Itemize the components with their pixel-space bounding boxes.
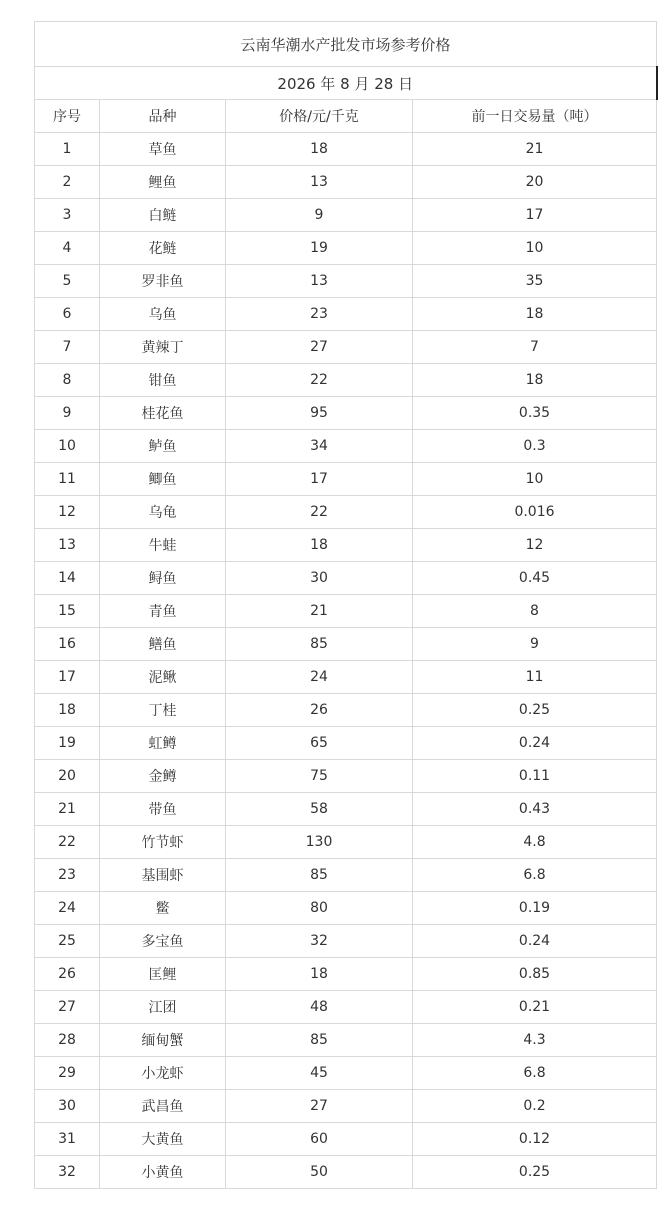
cell-price: 45 (226, 1057, 413, 1090)
cell-volume: 0.3 (413, 430, 657, 463)
table-row (35, 166, 657, 199)
table-row (35, 397, 657, 430)
cell-volume: 10 (413, 463, 657, 496)
cell-volume: 17 (413, 199, 657, 232)
column-header-index: 序号 (35, 100, 100, 133)
cell-price: 60 (226, 1123, 413, 1156)
table-row (35, 133, 657, 166)
cell-variety: 小黄鱼 (100, 1156, 226, 1189)
cell-price: 27 (226, 1090, 413, 1123)
cell-volume: 0.24 (413, 925, 657, 958)
table-date-row (35, 67, 657, 100)
table-row (35, 859, 657, 892)
cell-variety: 鲟鱼 (100, 562, 226, 595)
cell-index: 23 (35, 859, 100, 892)
cell-index: 31 (35, 1123, 100, 1156)
table-row (35, 958, 657, 991)
cell-variety: 泥鳅 (100, 661, 226, 694)
cell-price: 50 (226, 1156, 413, 1189)
cell-volume: 0.19 (413, 892, 657, 925)
table-title-row (35, 22, 657, 67)
table-body (35, 133, 657, 1189)
cell-volume: 4.8 (413, 826, 657, 859)
cell-variety: 鲤鱼 (100, 166, 226, 199)
cell-price: 27 (226, 331, 413, 364)
cell-index: 17 (35, 661, 100, 694)
cell-variety: 鲈鱼 (100, 430, 226, 463)
cell-price: 32 (226, 925, 413, 958)
cell-index: 28 (35, 1024, 100, 1057)
cell-index: 12 (35, 496, 100, 529)
table-row (35, 1090, 657, 1123)
table-row (35, 760, 657, 793)
cell-variety: 武昌鱼 (100, 1090, 226, 1123)
table-date: 2026 年 8 月 28 日 (35, 67, 657, 100)
table-row (35, 232, 657, 265)
cell-variety: 丁桂 (100, 694, 226, 727)
table-row (35, 265, 657, 298)
table-row (35, 793, 657, 826)
cell-price: 24 (226, 661, 413, 694)
cell-index: 14 (35, 562, 100, 595)
cell-price: 48 (226, 991, 413, 1024)
column-header-volume: 前一日交易量（吨） (413, 100, 657, 133)
cell-index: 4 (35, 232, 100, 265)
table-row (35, 694, 657, 727)
cell-variety: 金鳟 (100, 760, 226, 793)
cell-volume: 8 (413, 595, 657, 628)
cell-volume: 4.3 (413, 1024, 657, 1057)
cell-volume: 0.25 (413, 1156, 657, 1189)
table-row (35, 562, 657, 595)
cell-price: 34 (226, 430, 413, 463)
table-row (35, 331, 657, 364)
cell-price: 85 (226, 859, 413, 892)
cell-index: 27 (35, 991, 100, 1024)
cell-variety: 虹鳟 (100, 727, 226, 760)
table-row (35, 1123, 657, 1156)
cell-index: 7 (35, 331, 100, 364)
cell-index: 21 (35, 793, 100, 826)
cell-index: 5 (35, 265, 100, 298)
table-row (35, 991, 657, 1024)
cell-volume: 11 (413, 661, 657, 694)
cell-price: 80 (226, 892, 413, 925)
cell-volume: 0.85 (413, 958, 657, 991)
cell-volume: 35 (413, 265, 657, 298)
cell-variety: 大黄鱼 (100, 1123, 226, 1156)
cell-variety: 钳鱼 (100, 364, 226, 397)
cell-price: 85 (226, 628, 413, 661)
cell-index: 18 (35, 694, 100, 727)
cell-price: 130 (226, 826, 413, 859)
cell-volume: 10 (413, 232, 657, 265)
cell-price: 13 (226, 265, 413, 298)
cell-price: 21 (226, 595, 413, 628)
cell-variety: 缅甸蟹 (100, 1024, 226, 1057)
cell-volume: 6.8 (413, 1057, 657, 1090)
cell-variety: 鳖 (100, 892, 226, 925)
cell-volume: 0.24 (413, 727, 657, 760)
cell-volume: 7 (413, 331, 657, 364)
cell-index: 25 (35, 925, 100, 958)
cell-volume: 0.2 (413, 1090, 657, 1123)
table-row (35, 892, 657, 925)
table-row (35, 1024, 657, 1057)
column-header-variety: 品种 (100, 100, 226, 133)
table-row (35, 529, 657, 562)
cell-volume: 21 (413, 133, 657, 166)
cell-variety: 竹节虾 (100, 826, 226, 859)
column-header-price: 价格/元/千克 (226, 100, 413, 133)
price-table-container (34, 21, 656, 1189)
cell-price: 30 (226, 562, 413, 595)
cell-price: 23 (226, 298, 413, 331)
cell-volume: 0.43 (413, 793, 657, 826)
cell-variety: 牛蛙 (100, 529, 226, 562)
cell-index: 30 (35, 1090, 100, 1123)
cell-index: 15 (35, 595, 100, 628)
cell-price: 22 (226, 364, 413, 397)
cell-volume: 18 (413, 364, 657, 397)
cell-variety: 花鲢 (100, 232, 226, 265)
cell-price: 65 (226, 727, 413, 760)
cell-volume: 6.8 (413, 859, 657, 892)
table-row (35, 1057, 657, 1090)
cell-variety: 青鱼 (100, 595, 226, 628)
cell-price: 85 (226, 1024, 413, 1057)
cell-price: 17 (226, 463, 413, 496)
cell-variety: 乌龟 (100, 496, 226, 529)
table-row (35, 430, 657, 463)
table-row (35, 364, 657, 397)
table-row (35, 628, 657, 661)
table-row (35, 1156, 657, 1189)
cell-index: 20 (35, 760, 100, 793)
cell-variety: 桂花鱼 (100, 397, 226, 430)
cell-index: 3 (35, 199, 100, 232)
cell-index: 32 (35, 1156, 100, 1189)
table-row (35, 199, 657, 232)
cell-variety: 江团 (100, 991, 226, 1024)
cell-price: 18 (226, 958, 413, 991)
cell-volume: 9 (413, 628, 657, 661)
cell-index: 11 (35, 463, 100, 496)
table-row (35, 727, 657, 760)
cell-price: 18 (226, 529, 413, 562)
cell-variety: 基围虾 (100, 859, 226, 892)
cell-volume: 0.016 (413, 496, 657, 529)
cell-variety: 草鱼 (100, 133, 226, 166)
table-title: 云南华潮水产批发市场参考价格 (35, 22, 657, 67)
table-row (35, 463, 657, 496)
cell-price: 26 (226, 694, 413, 727)
table-row (35, 826, 657, 859)
table-row (35, 661, 657, 694)
cell-volume: 0.21 (413, 991, 657, 1024)
cell-volume: 0.12 (413, 1123, 657, 1156)
cell-volume: 20 (413, 166, 657, 199)
cell-price: 18 (226, 133, 413, 166)
cell-index: 9 (35, 397, 100, 430)
cell-price: 75 (226, 760, 413, 793)
cell-variety: 带鱼 (100, 793, 226, 826)
cell-price: 95 (226, 397, 413, 430)
cell-volume: 0.45 (413, 562, 657, 595)
cell-index: 8 (35, 364, 100, 397)
table-row (35, 595, 657, 628)
cell-variety: 鳝鱼 (100, 628, 226, 661)
cell-index: 29 (35, 1057, 100, 1090)
price-table (34, 21, 658, 1189)
cell-index: 24 (35, 892, 100, 925)
table-row (35, 925, 657, 958)
cell-price: 13 (226, 166, 413, 199)
cell-volume: 0.35 (413, 397, 657, 430)
cell-variety: 罗非鱼 (100, 265, 226, 298)
cell-index: 1 (35, 133, 100, 166)
cell-volume: 0.11 (413, 760, 657, 793)
cell-index: 22 (35, 826, 100, 859)
cell-price: 19 (226, 232, 413, 265)
table-header-row (35, 100, 657, 133)
cell-price: 9 (226, 199, 413, 232)
cell-variety: 匡鲤 (100, 958, 226, 991)
cell-variety: 黄辣丁 (100, 331, 226, 364)
cell-variety: 多宝鱼 (100, 925, 226, 958)
cell-volume: 0.25 (413, 694, 657, 727)
cell-volume: 12 (413, 529, 657, 562)
cell-index: 26 (35, 958, 100, 991)
cell-variety: 鲫鱼 (100, 463, 226, 496)
cell-variety: 乌鱼 (100, 298, 226, 331)
cell-index: 16 (35, 628, 100, 661)
cell-index: 19 (35, 727, 100, 760)
cell-volume: 18 (413, 298, 657, 331)
cell-index: 2 (35, 166, 100, 199)
cell-price: 22 (226, 496, 413, 529)
cell-price: 58 (226, 793, 413, 826)
table-row (35, 298, 657, 331)
cell-variety: 白鲢 (100, 199, 226, 232)
table-row (35, 496, 657, 529)
cell-variety: 小龙虾 (100, 1057, 226, 1090)
cell-index: 6 (35, 298, 100, 331)
cell-index: 13 (35, 529, 100, 562)
cell-index: 10 (35, 430, 100, 463)
